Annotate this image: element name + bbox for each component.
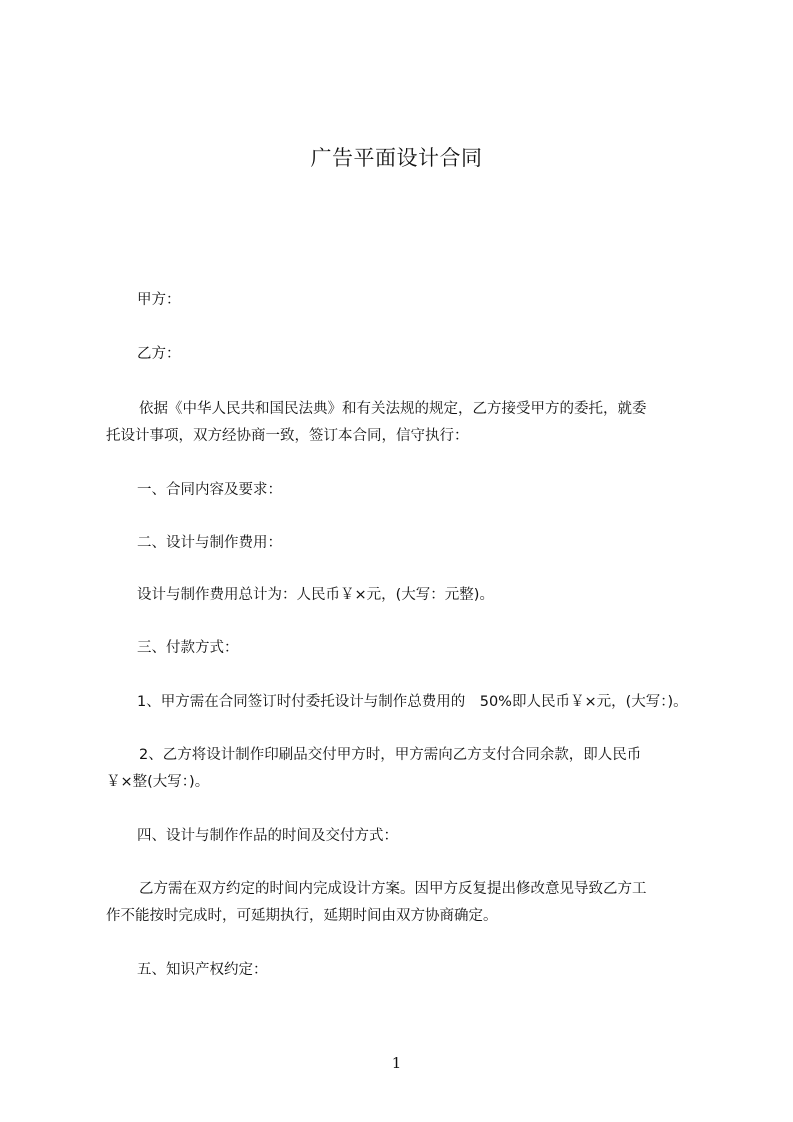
section-heading-3: 三、付款方式： (137, 640, 239, 656)
delivery-line-2: 作不能按时完成时，可延期执行，延期时间由双方协商确定。 (106, 908, 498, 924)
intro-line-1: 依据《中华人民共和国民法典》和有关法规的规定，乙方接受甲方的委托，就委 (139, 401, 647, 417)
section-heading-5: 五、知识产权约定： (137, 962, 268, 978)
delivery-line-1: 乙方需在双方约定的时间内完成设计方案。因甲方反复提出修改意见导致乙方工 (139, 881, 647, 897)
party-a-label: 甲方： (137, 292, 181, 308)
page-number: 1 (391, 1054, 402, 1072)
section-heading-1: 一、合同内容及要求： (137, 482, 282, 498)
intro-line-2: 托设计事项，双方经协商一致，签订本合同，信守执行： (106, 428, 469, 444)
payment-clause-1: 1、甲方需在合同签订时付委托设计与制作总费用的 50%即人民币￥×元，(大写：)。 (137, 694, 688, 710)
party-b-label: 乙方： (137, 346, 181, 362)
section-heading-2: 二、设计与制作费用： (137, 535, 282, 551)
payment-clause-2-line-2: ￥×整(大写：)。 (106, 774, 210, 790)
document-title: 广告平面设计合同 (310, 146, 483, 170)
payment-clause-2-line-1: 2、乙方将设计制作印刷品交付甲方时，甲方需向乙方支付合同余款，即人民币 (139, 747, 642, 763)
fee-paragraph: 设计与制作费用总计为：人民币￥×元，(大写：元整)。 (137, 587, 494, 603)
section-heading-4: 四、设计与制作作品的时间及交付方式： (137, 828, 398, 844)
